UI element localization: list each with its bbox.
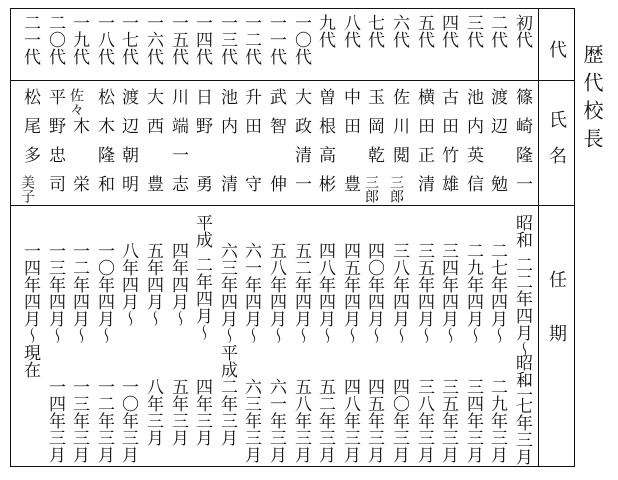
generation-label: 九代 bbox=[315, 14, 335, 48]
name-character: 清 bbox=[414, 175, 434, 192]
term-start: 一〇年四月～ bbox=[94, 242, 114, 344]
term-start: 五二年四月～ bbox=[291, 242, 311, 344]
table-right-border bbox=[574, 8, 575, 467]
name-character: 木 bbox=[94, 117, 114, 134]
term-end: 五年三月 bbox=[168, 378, 188, 446]
name-character: 雄 bbox=[438, 175, 458, 192]
name-character: 松 bbox=[94, 88, 114, 105]
term-end: 四年三月 bbox=[192, 378, 212, 446]
name-character: 大 bbox=[291, 88, 311, 105]
name-character: 野 bbox=[45, 117, 65, 134]
name-character: 勉 bbox=[487, 175, 507, 192]
generation-label: 一八代 bbox=[94, 14, 114, 65]
name-character: 竹 bbox=[438, 146, 458, 163]
name-character: 正 bbox=[414, 146, 434, 163]
name-character: 平 bbox=[45, 88, 65, 105]
era-start-label: 平成 bbox=[192, 214, 212, 248]
term-start: 五年四月～ bbox=[143, 242, 163, 327]
name-character: 根 bbox=[315, 117, 335, 134]
name-character: 一 bbox=[512, 175, 532, 192]
name-character: 政 bbox=[291, 117, 311, 134]
generation-label: 七代 bbox=[364, 14, 384, 48]
name-character: 篠 bbox=[512, 88, 532, 105]
term-end: 二年三月 bbox=[217, 378, 237, 446]
name-character: 辺 bbox=[487, 117, 507, 134]
name-character: 多 bbox=[20, 146, 40, 163]
term-start: 三五年四月～ bbox=[414, 242, 434, 344]
term-start: 二七年四月～ bbox=[487, 242, 507, 344]
name-character: 明 bbox=[118, 175, 138, 192]
term-start: 一四年四月～現在 bbox=[20, 242, 40, 378]
term-end: 四五年三月 bbox=[364, 378, 384, 463]
generation-label: 八代 bbox=[340, 14, 360, 48]
name-character: 清 bbox=[217, 175, 237, 192]
table-top-border bbox=[10, 8, 575, 9]
generation-label: 二代 bbox=[487, 14, 507, 48]
term-end: 一二年三月 bbox=[94, 378, 114, 463]
name-character: 田 bbox=[414, 117, 434, 134]
name-character: 英 bbox=[463, 146, 483, 163]
term-end: 一〇年三月 bbox=[118, 378, 138, 463]
name-character: 内 bbox=[463, 117, 483, 134]
name-character: 伸 bbox=[266, 175, 286, 192]
name-character: 松 bbox=[20, 88, 40, 105]
name-character: 岡 bbox=[364, 117, 384, 134]
name-character: 横 bbox=[414, 88, 434, 105]
name-character: 豊 bbox=[143, 175, 163, 192]
term-start: 一二年四月～ bbox=[69, 242, 89, 344]
term-start: 六一年四月～ bbox=[241, 242, 261, 344]
header-column-divider bbox=[538, 8, 539, 467]
generation-label: 六代 bbox=[389, 14, 409, 48]
name-character: 志 bbox=[168, 175, 188, 192]
name-character: 内 bbox=[217, 117, 237, 134]
name-character: 日 bbox=[192, 88, 212, 105]
term-end: 五二年三月 bbox=[315, 378, 335, 463]
name-character: 和 bbox=[94, 175, 114, 192]
term-end: 三八年三月 bbox=[414, 378, 434, 463]
name-character: 栄 bbox=[69, 175, 89, 192]
era-end-label: 昭和 bbox=[512, 354, 532, 388]
name-character: 中 bbox=[340, 88, 360, 105]
term-end: 六三年三月 bbox=[241, 378, 261, 463]
name-character: 乾 bbox=[364, 146, 384, 163]
generation-label: 二〇代 bbox=[45, 14, 65, 65]
name-character: 川 bbox=[168, 88, 188, 105]
generation-label: 初代 bbox=[512, 14, 532, 48]
name-character: 三郎 bbox=[363, 175, 379, 203]
name-character: 曽 bbox=[315, 88, 335, 105]
name-character: 木 bbox=[69, 117, 89, 134]
generation-label: 一三代 bbox=[217, 14, 237, 65]
term-end: 八年三月 bbox=[143, 378, 163, 446]
header-name: 氏 名 bbox=[546, 110, 567, 164]
name-character: 一 bbox=[291, 175, 311, 192]
term-end: 二七年三月 bbox=[512, 380, 532, 465]
generation-label: 一九代 bbox=[69, 14, 89, 65]
term-end: 六一年三月 bbox=[266, 378, 286, 463]
term-end: 一四年三月 bbox=[45, 378, 65, 463]
term-end: 二九年三月 bbox=[487, 378, 507, 463]
name-character: 司 bbox=[45, 175, 65, 192]
name-character: 西 bbox=[143, 117, 163, 134]
generation-label: 四代 bbox=[438, 14, 458, 48]
term-end: 一三年三月 bbox=[69, 378, 89, 463]
name-character: 豊 bbox=[340, 175, 360, 192]
term-start: 二二年四月～ bbox=[512, 256, 532, 358]
name-character: 高 bbox=[315, 146, 335, 163]
term-start: 五八年四月～ bbox=[266, 242, 286, 344]
term-end: 三五年三月 bbox=[438, 378, 458, 463]
name-character: 清 bbox=[291, 146, 311, 163]
term-start: 八年四月～ bbox=[118, 242, 138, 327]
name-character: 大 bbox=[143, 88, 163, 105]
term-start: 二年四月～ bbox=[192, 256, 212, 341]
name-character: 佐 bbox=[389, 88, 409, 105]
generation-row-divider bbox=[10, 80, 575, 81]
generation-label: 一七代 bbox=[118, 14, 138, 65]
name-character: 佐々 bbox=[68, 88, 84, 116]
name-character: 美子 bbox=[19, 175, 35, 203]
name-character: 武 bbox=[266, 88, 286, 105]
table-bottom-border bbox=[10, 466, 575, 467]
term-start: 六三年四月～平成 bbox=[217, 242, 237, 378]
page-title: 歴代校長 bbox=[580, 44, 604, 156]
name-character: 玉 bbox=[364, 88, 384, 105]
name-character: 彬 bbox=[315, 175, 335, 192]
name-character: 野 bbox=[192, 117, 212, 134]
generation-label: 一〇代 bbox=[291, 14, 311, 65]
name-character: 勇 bbox=[192, 175, 212, 192]
name-character: 古 bbox=[438, 88, 458, 105]
term-end: 四八年三月 bbox=[340, 378, 360, 463]
name-character: 朝 bbox=[118, 146, 138, 163]
term-start: 二九年四月～ bbox=[463, 242, 483, 344]
generation-label: 一五代 bbox=[168, 14, 188, 65]
term-start: 四年四月～ bbox=[168, 242, 188, 327]
term-start: 四五年四月～ bbox=[340, 242, 360, 344]
name-character: 川 bbox=[389, 117, 409, 134]
name-character: 池 bbox=[463, 88, 483, 105]
name-character: 端 bbox=[168, 117, 188, 134]
term-start: 四八年四月～ bbox=[315, 242, 335, 344]
term-start: 四〇年四月～ bbox=[364, 242, 384, 344]
name-character: 信 bbox=[463, 175, 483, 192]
term-end: 五八年三月 bbox=[291, 378, 311, 463]
name-character: 田 bbox=[241, 117, 261, 134]
term-start: 一三年四月～ bbox=[45, 242, 65, 344]
generation-label: 一一代 bbox=[266, 14, 286, 65]
generation-label: 一二代 bbox=[241, 14, 261, 65]
table-left-border bbox=[10, 8, 11, 467]
term-end: 三四年三月 bbox=[463, 378, 483, 463]
term-start: 三八年四月～ bbox=[389, 242, 409, 344]
name-character: 尾 bbox=[20, 117, 40, 134]
generation-label: 二一代 bbox=[20, 14, 40, 65]
name-row-divider bbox=[10, 205, 575, 206]
name-character: 閲 bbox=[389, 146, 409, 163]
name-character: 守 bbox=[241, 175, 261, 192]
term-start: 三四年四月～ bbox=[438, 242, 458, 344]
name-character: 三郎 bbox=[388, 175, 404, 203]
name-character: 忠 bbox=[45, 146, 65, 163]
name-character: 崎 bbox=[512, 117, 532, 134]
term-end: 四〇年三月 bbox=[389, 378, 409, 463]
generation-label: 五代 bbox=[414, 14, 434, 48]
name-character: 田 bbox=[438, 117, 458, 134]
name-character: 一 bbox=[168, 146, 188, 163]
name-character: 升 bbox=[241, 88, 261, 105]
generation-label: 一四代 bbox=[192, 14, 212, 65]
name-character: 智 bbox=[266, 117, 286, 134]
era-start-label: 昭和 bbox=[512, 214, 532, 248]
generation-label: 三代 bbox=[463, 14, 483, 48]
name-character: 田 bbox=[340, 117, 360, 134]
name-character: 隆 bbox=[94, 146, 114, 163]
name-character: 隆 bbox=[512, 146, 532, 163]
header-generation: 代 bbox=[546, 40, 567, 58]
name-character: 渡 bbox=[487, 88, 507, 105]
name-character: 渡 bbox=[118, 88, 138, 105]
name-character: 池 bbox=[217, 88, 237, 105]
name-character: 辺 bbox=[118, 117, 138, 134]
header-term: 任 期 bbox=[546, 270, 567, 342]
generation-label: 一六代 bbox=[143, 14, 163, 65]
